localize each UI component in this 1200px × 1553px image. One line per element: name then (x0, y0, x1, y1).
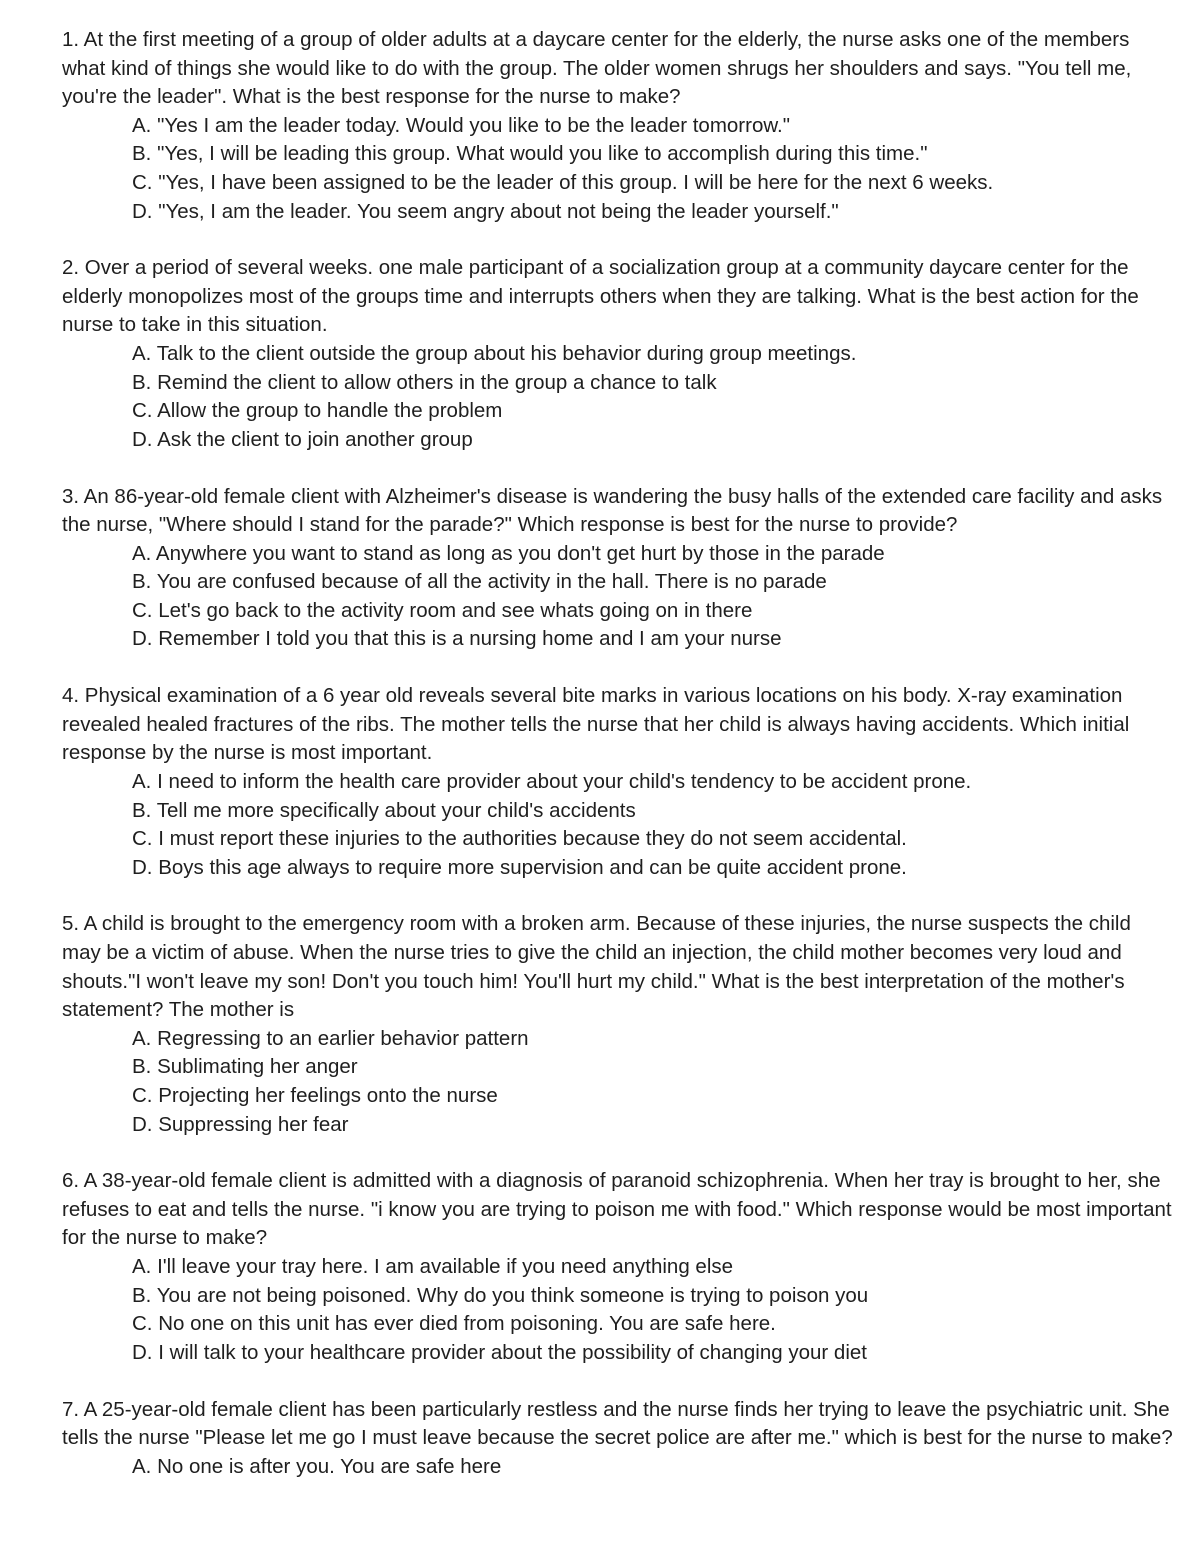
answer-choices (62, 340, 1174, 454)
answer-choice-b: B. Tell me more specifically about your child's accidents (132, 798, 636, 822)
answer-choice-c: C. No one on this unit has ever died from poisoning. You are safe here. (132, 1312, 776, 1336)
answer-choice-c: C. Allow the group to handle the problem (132, 399, 503, 423)
answer-choice-d: D. Ask the client to join another group (132, 427, 473, 451)
answer-choice-d: D. "Yes, I am the leader. You seem angry about not being the leader yourself." (132, 199, 839, 223)
answer-choices (62, 1025, 1174, 1139)
question-stem: 1. At the first meeting of a group of older adults at a daycare center for the elderly, the nurse asks one of the members what kind of things she would like to do with the group. The older women shrugs her shoulders and says. "You tell me, you're the leader". What is the best response for the nurse to make? (62, 28, 1132, 109)
answer-choices (62, 768, 1174, 882)
answer-choice-a: A. Talk to the client outside the group about his behavior during group meetings. (132, 342, 857, 366)
question-7 (62, 1396, 1174, 1482)
answer-choice-c: C. Let's go back to the activity room and see whats going on in there (132, 598, 753, 622)
answer-choices (62, 1453, 1174, 1482)
answer-choice-a: A. No one is after you. You are safe here (132, 1454, 502, 1478)
answer-choice-b: B. Remind the client to allow others in the group a chance to talk (132, 370, 717, 394)
question-stem: 3. An 86-year-old female client with Alzheimer's disease is wandering the busy halls of the extended care facility and asks the nurse, "Where should I stand for the parade?" Which response is best for the nurse to provide? (62, 484, 1163, 537)
answer-choice-a: A. Regressing to an earlier behavior pattern (132, 1026, 529, 1050)
answer-choice-b: B. You are confused because of all the activity in the hall. There is no parade (132, 570, 827, 594)
answer-choice-b: B. "Yes, I will be leading this group. What would you like to accomplish during this time." (132, 142, 928, 166)
question-4 (62, 682, 1174, 882)
question-6 (62, 1167, 1174, 1367)
answer-choice-a: A. I'll leave your tray here. I am available if you need anything else (132, 1255, 734, 1279)
answer-choice-c: C. "Yes, I have been assigned to be the leader of this group. I will be here for the next 6 weeks. (132, 170, 994, 194)
answer-choice-d: D. Boys this age always to require more supervision and can be quite accident prone. (132, 855, 907, 879)
question-1 (62, 26, 1174, 226)
answer-choices (62, 540, 1174, 654)
answer-choice-a: A. Anywhere you want to stand as long as you don't get hurt by those in the parade (132, 541, 885, 565)
answer-choice-b: B. Sublimating her anger (132, 1055, 358, 1079)
answer-choices (62, 112, 1174, 226)
question-stem: 6. A 38-year-old female client is admitted with a diagnosis of paranoid schizophrenia. When her tray is brought to her, she refuses to eat and tells the nurse. "i know you are trying to poison me with food." Which response would be most important for the nurse to make? (62, 1169, 1172, 1250)
question-stem: 5. A child is brought to the emergency room with a broken arm. Because of these injuries, the nurse suspects the child may be a victim of abuse. When the nurse tries to give the child an injection, the child mother becomes very loud and shouts."I won't leave my son! Don't you touch him! You'll hurt my child." What is the best interpretation of the mother's statement? The mother is (62, 912, 1131, 1022)
answer-choice-a: A. I need to inform the health care provider about your child's tendency to be accident prone. (132, 769, 972, 793)
answer-choice-a: A. "Yes I am the leader today. Would you like to be the leader tomorrow." (132, 113, 791, 137)
question-stem: 4. Physical examination of a 6 year old reveals several bite marks in various locations on his body. X-ray examination revealed healed fractures of the ribs. The mother tells the nurse that her child is always having accidents. Which initial response by the nurse is most important. (62, 684, 1130, 765)
answer-choice-d: D. Suppressing her fear (132, 1112, 349, 1136)
answer-choices (62, 1253, 1174, 1367)
answer-choice-d: D. I will talk to your healthcare provider about the possibility of changing your diet (132, 1340, 867, 1364)
document-page (62, 26, 1174, 1509)
answer-choice-c: C. Projecting her feelings onto the nurse (132, 1083, 498, 1107)
question-stem: 2. Over a period of several weeks. one male participant of a socialization group at a community daycare center for the elderly monopolizes most of the groups time and interrupts others when they are talking. What is the best action for the nurse to take in this situation. (62, 256, 1139, 337)
answer-choice-c: C. I must report these injuries to the authorities because they do not seem accidental. (132, 827, 907, 851)
question-2 (62, 254, 1174, 454)
answer-choice-d: D. Remember I told you that this is a nursing home and I am your nurse (132, 627, 782, 651)
question-5 (62, 910, 1174, 1139)
question-3 (62, 483, 1174, 655)
answer-choice-b: B. You are not being poisoned. Why do you think someone is trying to poison you (132, 1283, 869, 1307)
question-stem: 7. A 25-year-old female client has been particularly restless and the nurse finds her trying to leave the psychiatric unit. She tells the nurse "Please let me go I must leave because the secret police are after me." which is best for the nurse to make? (62, 1397, 1173, 1450)
